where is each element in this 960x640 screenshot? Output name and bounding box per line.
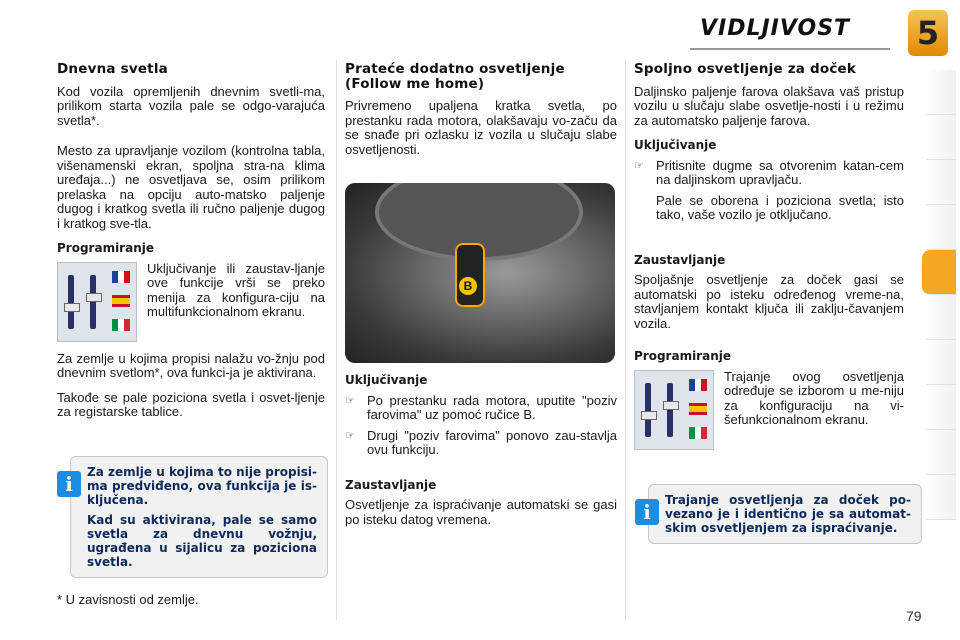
- info-box: [643, 484, 922, 544]
- paragraph: Za zemlje u kojima propisi nalažu vo-žnju pod dnevnim svetlom*, ova funkci-ja je aktivirana.: [57, 350, 325, 380]
- info-text: Za zemlje u kojima to nije propisi-ma predviđeno, ova funkcija je is-ključena.: [87, 465, 317, 507]
- config-menu-icon: [634, 370, 714, 450]
- info-icon: i: [635, 499, 659, 525]
- chapter-tab[interactable]: [926, 160, 956, 205]
- section-title: Dnevna svetla: [57, 61, 168, 77]
- subsection-title: Programiranje: [634, 349, 731, 363]
- chapter-tab[interactable]: [926, 475, 956, 520]
- subsection-title: Uključivanje: [345, 373, 428, 387]
- bullet-icon: ☞: [345, 393, 355, 407]
- programming-block: [634, 370, 904, 450]
- paragraph: Osvetljenje za ispraćivanje automatski se gasi po isteku datog vremena.: [345, 497, 617, 527]
- paragraph: Pale se oborena i poziciona svetla; isto tako, vaše vozilo je otključano.: [656, 192, 904, 222]
- config-menu-icon: [57, 262, 137, 342]
- chapter-tab[interactable]: [926, 295, 956, 340]
- paragraph: Kod vozila opremljenih dnevnim svetli-ma, prilikom starta vozila pale se odgo-varajuća svetla*.: [57, 83, 325, 128]
- footnote: * U zavisnosti od zemlje.: [57, 592, 199, 607]
- section-title: Prateće dodatno osvetljenje (Follow me home): [345, 61, 565, 92]
- chapter-tab[interactable]: [926, 430, 956, 475]
- lever-b-label: B: [459, 277, 477, 295]
- list-item: ☞ Po prestanku rada motora, uputite "poziv farovima" uz pomoć ručice B.: [345, 392, 617, 422]
- column-daytime-lights: [57, 58, 325, 430]
- paragraph: Mesto za upravljanje vozilom (kontrolna tabla, višenamenski ekran, spoljna stra-na klima uređaja...) ne osvetljava se, osim prilikom prelaska na opciju auto-matsko paljenje dugog i kratkog svetla ili ručno paljenje dugog i kratkog sve-tla.: [57, 143, 325, 231]
- chapter-title: VIDLJIVOST: [700, 16, 851, 41]
- chapter-tab-active[interactable]: [922, 250, 956, 295]
- steering-column-photo: [345, 183, 615, 363]
- column-welcome-lighting: [634, 58, 904, 460]
- paragraph: Uključivanje ili zaustav-ljanje ove funkcije vrši se preko menija za konfigura-ciju na multifunkcionalnom ekranu.: [147, 260, 325, 319]
- bullet-icon: ☞: [634, 158, 644, 172]
- chapter-tab[interactable]: [926, 340, 956, 385]
- chapter-tab[interactable]: [926, 385, 956, 430]
- column-follow-me-home: [345, 58, 617, 537]
- column-divider: [625, 60, 626, 620]
- list-item: ☞ Pritisnite dugme sa otvorenim katan-cem na daljinskom upravljaču.: [634, 157, 904, 187]
- info-icon: i: [57, 471, 81, 497]
- info-text: Trajanje osvetljenja za doček po-vezano je i identično je sa automat-skim osvetljenjem za ispraćivanje.: [665, 493, 911, 535]
- paragraph: Privremeno upaljena kratka svetla, po prestanku rada motora, olakšavaju vo-začu da se snađe pri ozlasku iz vozila u slučaju slabe osvetljenosti.: [345, 98, 617, 157]
- paragraph: Spoljašnje osvetljenje za doček gasi se automatski po isteku određenog vreme-na, stavljanjem kontakt ključa ili zaklju-čavanjem vozila.: [634, 272, 904, 331]
- chapter-number-badge: 5: [908, 10, 948, 56]
- column-divider: [336, 60, 337, 620]
- bullet-icon: ☞: [345, 428, 355, 442]
- paragraph: Trajanje ovog osvetljenja određuje se izborom u me-niju za konfiguraciju na vi-šefunkcionalnom ekranu.: [724, 368, 904, 427]
- programming-block: [57, 262, 325, 342]
- page-header: [0, 0, 960, 60]
- header-divider: [690, 48, 890, 50]
- paragraph: Takođe se pale poziciona svetla i osvet-ljenje za registarske tablice.: [57, 389, 325, 419]
- list-item: ☞ Drugi "poziv farovima" ponovo zau-stavlja ovu funkciju.: [345, 427, 617, 457]
- info-text: Kad su aktivirana, pale se samo svetla za dnevnu vožnju, ugrađena u sijalicu za poziciona svetla.: [87, 513, 317, 569]
- chapter-tab[interactable]: [926, 70, 956, 115]
- page-number: 79: [906, 608, 922, 624]
- info-box: [65, 456, 328, 578]
- subsection-title: Programiranje: [57, 241, 154, 255]
- chapter-tabs: [926, 70, 956, 520]
- chapter-tab[interactable]: [926, 115, 956, 160]
- subsection-title: Uključivanje: [634, 138, 717, 152]
- paragraph: Daljinsko paljenje farova olakšava vaš pristup vozilu u slučaju slabe osvetlje-nosti i u režimu za automatsko paljenje farova.: [634, 83, 904, 128]
- section-title: Spoljno osvetljenje za doček: [634, 61, 857, 77]
- subsection-title: Zaustavljanje: [634, 252, 726, 267]
- chapter-tab[interactable]: [926, 205, 956, 250]
- subsection-title: Zaustavljanje: [345, 477, 437, 492]
